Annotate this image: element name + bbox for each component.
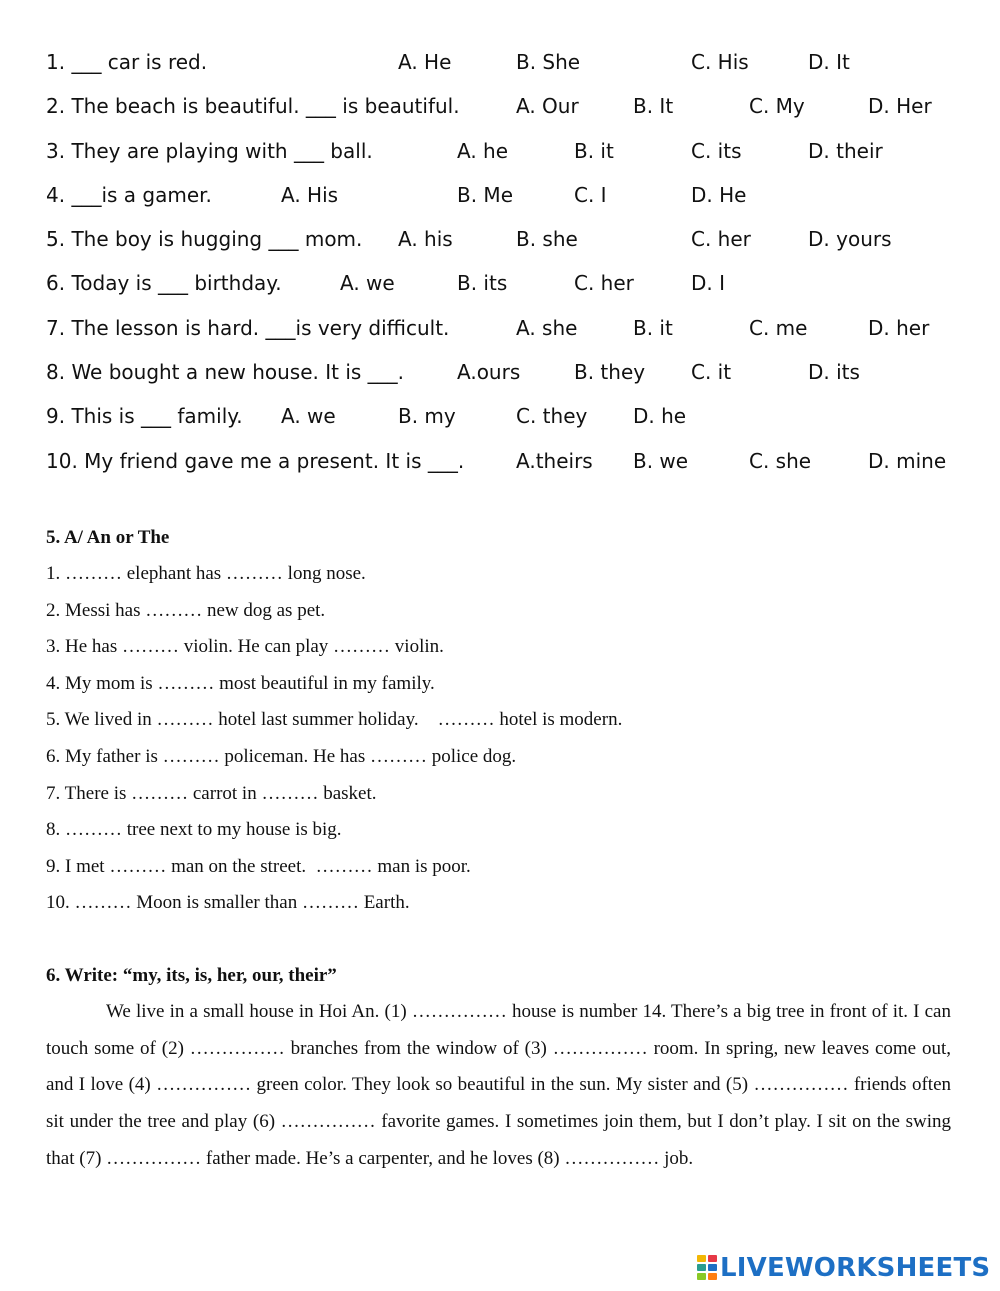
- option-b: B. it: [633, 315, 673, 340]
- option-d: D. their: [808, 138, 883, 163]
- option-b: B. its: [457, 271, 508, 296]
- option-d: D. He: [691, 182, 747, 207]
- option-c: C. its: [691, 138, 742, 163]
- option-c: C. her: [691, 227, 751, 252]
- option-b: B. my: [398, 404, 456, 429]
- option-d: D. It: [808, 50, 850, 74]
- question-row: [46, 354, 960, 398]
- question-text: 9. This is ___ family.: [46, 404, 243, 429]
- question-row: [46, 443, 960, 487]
- question-row: [46, 88, 960, 132]
- article-item: 4. My mom is ……… most beautiful in my family.: [46, 672, 435, 694]
- question-row: [46, 221, 960, 265]
- liveworksheets-logo-icon: [697, 1255, 717, 1281]
- article-item: 9. I met ……… man on the street. ……… man is poor.: [46, 855, 471, 877]
- option-c: C. her: [574, 271, 634, 296]
- question-text: 7. The lesson is hard. ___is very difficult.: [46, 315, 450, 340]
- section-articles: [46, 520, 954, 922]
- option-d: D. Her: [868, 94, 932, 119]
- option-b: B. It: [633, 94, 674, 119]
- option-c: C. it: [691, 360, 732, 385]
- section-write-title: 6. Write: “my, its, is, her, our, their”: [46, 965, 337, 986]
- question-row: [46, 177, 960, 221]
- section-write: [46, 958, 954, 994]
- article-item: 7. There is ……… carrot in ……… basket.: [46, 782, 377, 804]
- liveworksheets-logo[interactable]: [697, 1250, 990, 1286]
- question-row: [46, 44, 960, 88]
- option-d: D. mine: [868, 448, 947, 473]
- article-item: 8. ……… tree next to my house is big.: [46, 819, 342, 841]
- article-item: 6. My father is ……… policeman. He has ……… police dog.: [46, 745, 517, 767]
- option-c: C. me: [749, 315, 808, 340]
- question-text: 4. ___is a gamer.: [46, 182, 212, 207]
- option-a: A. He: [398, 50, 452, 74]
- option-a: A. His: [281, 182, 339, 207]
- option-c: C. she: [749, 448, 812, 473]
- article-item: 2. Messi has ……… new dog as pet.: [46, 599, 326, 621]
- question-text: 6. Today is ___ birthday.: [46, 271, 282, 296]
- question-row: [46, 265, 960, 309]
- question-text: 1. ___ car is red.: [46, 50, 208, 74]
- question-text: 3. They are playing with ___ ball.: [46, 138, 373, 163]
- option-a: A.ours: [457, 360, 521, 385]
- option-c: C. they: [516, 404, 588, 429]
- option-c: C. My: [749, 94, 805, 119]
- option-b: B. they: [574, 360, 646, 385]
- option-a: A. his: [398, 227, 453, 252]
- option-a: A. we: [281, 404, 336, 429]
- option-a: A. he: [457, 138, 509, 163]
- option-b: B. we: [633, 448, 689, 473]
- question-row: [46, 133, 960, 177]
- option-b: B. Me: [457, 182, 513, 207]
- option-d: D. its: [808, 360, 860, 385]
- article-item: 10. ……… Moon is smaller than ……… Earth.: [46, 892, 410, 914]
- option-a: A. we: [340, 271, 395, 296]
- pronoun-questions: [46, 44, 960, 487]
- option-d: D. he: [633, 404, 687, 429]
- option-a: A. Our: [516, 94, 579, 119]
- option-a: A. she: [516, 315, 578, 340]
- question-text: 8. We bought a new house. It is ___.: [46, 360, 405, 385]
- option-d: D. yours: [808, 227, 892, 252]
- option-b: B. it: [574, 138, 614, 163]
- option-d: D. I: [691, 271, 726, 296]
- article-item: 1. ……… elephant has ……… long nose.: [46, 563, 366, 584]
- write-paragraph: We live in a small house in Hoi An. (1) …………… house is number 14. There’s a big tree in front of it. I can touch some of (2) …………… branches from the window of (3) …………… room. In spring, new leaves come out, and I love (4) …………… green color. They look so beautiful in the sun. My sister and (5) …………… friends often sit under the tree and play (6) …………… favorite games. I sometimes join them, but I don’t play. I sit on the swing that (7) …………… father made. He’s a carpenter, and he loves (8) …………… job.: [46, 1001, 951, 1169]
- option-c: C. I: [574, 182, 607, 207]
- option-c: C. His: [691, 50, 749, 74]
- question-row: [46, 398, 960, 442]
- question-text: 5. The boy is hugging ___ mom.: [46, 227, 363, 252]
- option-a: A.theirs: [516, 448, 593, 473]
- article-item: 3. He has ……… violin. He can play ……… violin.: [46, 636, 444, 658]
- logo-text: LIVEWORKSHEETS: [720, 1253, 991, 1283]
- option-d: D. her: [868, 315, 930, 340]
- question-text: 2. The beach is beautiful. ___ is beautiful.: [46, 94, 460, 119]
- question-row: [46, 310, 960, 354]
- section-articles-title: 5. A/ An or The: [46, 527, 170, 548]
- option-b: B. she: [516, 227, 578, 252]
- article-item: 5. We lived in ……… hotel last summer holiday. ……… hotel is modern.: [46, 709, 623, 731]
- write-paragraph-block: [46, 994, 951, 1178]
- option-b: B. She: [516, 50, 581, 74]
- question-text: 10. My friend gave me a present. It is ___.: [46, 448, 465, 473]
